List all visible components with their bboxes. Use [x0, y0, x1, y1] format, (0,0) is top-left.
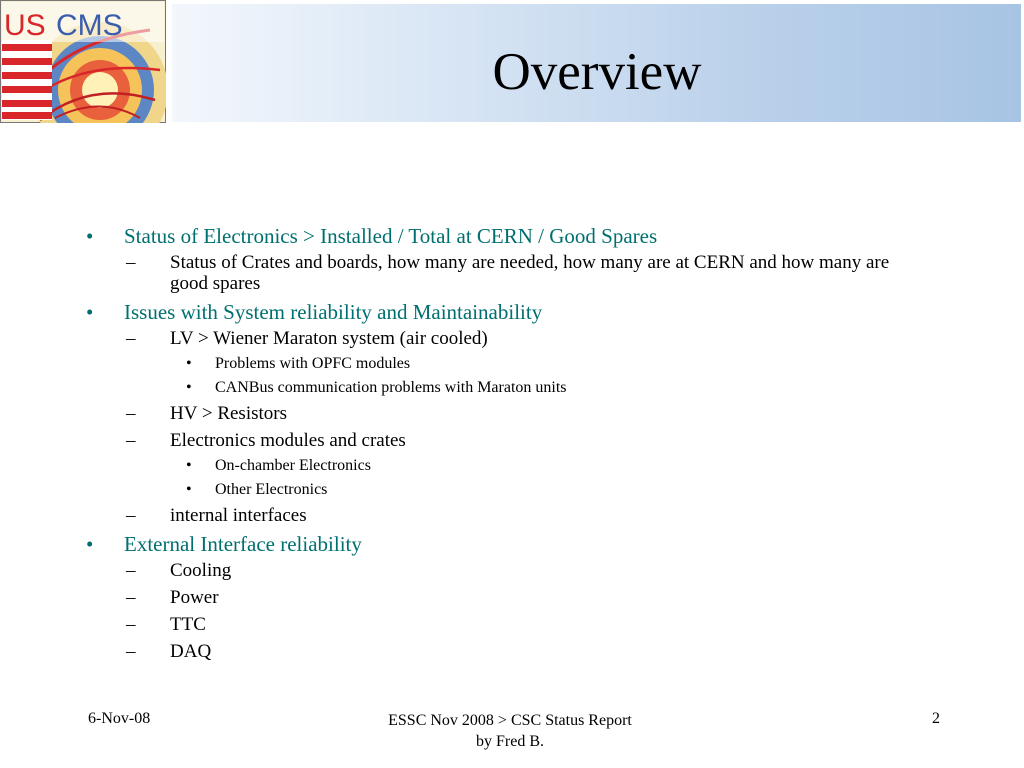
bullet-marker: • [186, 355, 192, 372]
point-text: Problems with OPFC modules [215, 355, 411, 372]
bullet-external-interface [86, 532, 946, 556]
sub-bullet-text: LV > Wiener Maraton system (air cooled) [170, 328, 488, 349]
bullet-marker: • [186, 379, 192, 396]
bullet-reliability-maintainability [86, 300, 946, 324]
point-opfc [186, 355, 946, 373]
dash-marker: – [126, 328, 136, 349]
sub-bullet-lv [126, 328, 910, 349]
footer-date: 6-Nov-08 [88, 710, 151, 727]
page-number: 2 [932, 710, 940, 727]
slide-body [86, 224, 946, 668]
sub-bullet-text: Cooling [170, 560, 232, 581]
sub-bullet-ttc [126, 614, 910, 635]
logo-cms-text: CMS [56, 9, 123, 42]
bullet-marker: • [86, 300, 94, 324]
bullet-marker: • [186, 457, 192, 474]
sub-bullet-text: DAQ [170, 641, 212, 662]
sub-bullet-text: internal interfaces [170, 505, 307, 526]
point-other-electronics [186, 481, 946, 499]
point-text: Other Electronics [215, 481, 328, 498]
sub-bullet-text: Status of Crates and boards, how many are needed, how many are at CERN and how many are good spares [170, 252, 890, 294]
logo-us-text: US [4, 9, 46, 42]
footer-title: ESSC Nov 2008 > CSC Status Report [388, 712, 632, 729]
dash-marker: – [126, 403, 136, 424]
bullet-marker: • [86, 224, 94, 248]
footer-center [340, 710, 680, 752]
bullet-text: External Interface reliability [124, 532, 362, 556]
bullet-marker: • [186, 481, 192, 498]
sub-bullet-text: Power [170, 587, 219, 608]
dash-marker: – [126, 252, 136, 273]
sub-bullet-text: Electronics modules and crates [170, 430, 406, 451]
point-text: CANBus communication problems with Maraton units [215, 379, 567, 396]
sub-bullet-text: TTC [170, 614, 206, 635]
sub-bullet-power [126, 587, 910, 608]
point-text: On-chamber Electronics [215, 457, 371, 474]
footer-author: by Fred B. [476, 733, 544, 750]
sub-bullet-internal-interfaces [126, 505, 910, 526]
sub-bullet-daq [126, 641, 910, 662]
bullet-text: Issues with System reliability and Maintainability [124, 300, 543, 324]
title-bar [172, 4, 1021, 122]
sub-bullet-cooling [126, 560, 910, 581]
point-canbus [186, 379, 946, 397]
dash-marker: – [126, 560, 136, 581]
point-on-chamber [186, 457, 946, 475]
bullet-text: Status of Electronics > Installed / Total at CERN / Good Spares [124, 224, 658, 248]
dash-marker: – [126, 430, 136, 451]
sub-bullet-hv [126, 403, 910, 424]
dash-marker: – [126, 641, 136, 662]
bullet-marker: • [86, 532, 94, 556]
slide-title: Overview [492, 43, 702, 101]
sub-bullet-text: HV > Resistors [170, 403, 287, 424]
dash-marker: – [126, 614, 136, 635]
sub-bullet-crates-boards [126, 252, 910, 294]
sub-bullet-modules-crates [126, 430, 910, 451]
bullet-electronics-status [86, 224, 946, 248]
dash-marker: – [126, 505, 136, 526]
us-cms-logo [0, 0, 166, 123]
dash-marker: – [126, 587, 136, 608]
